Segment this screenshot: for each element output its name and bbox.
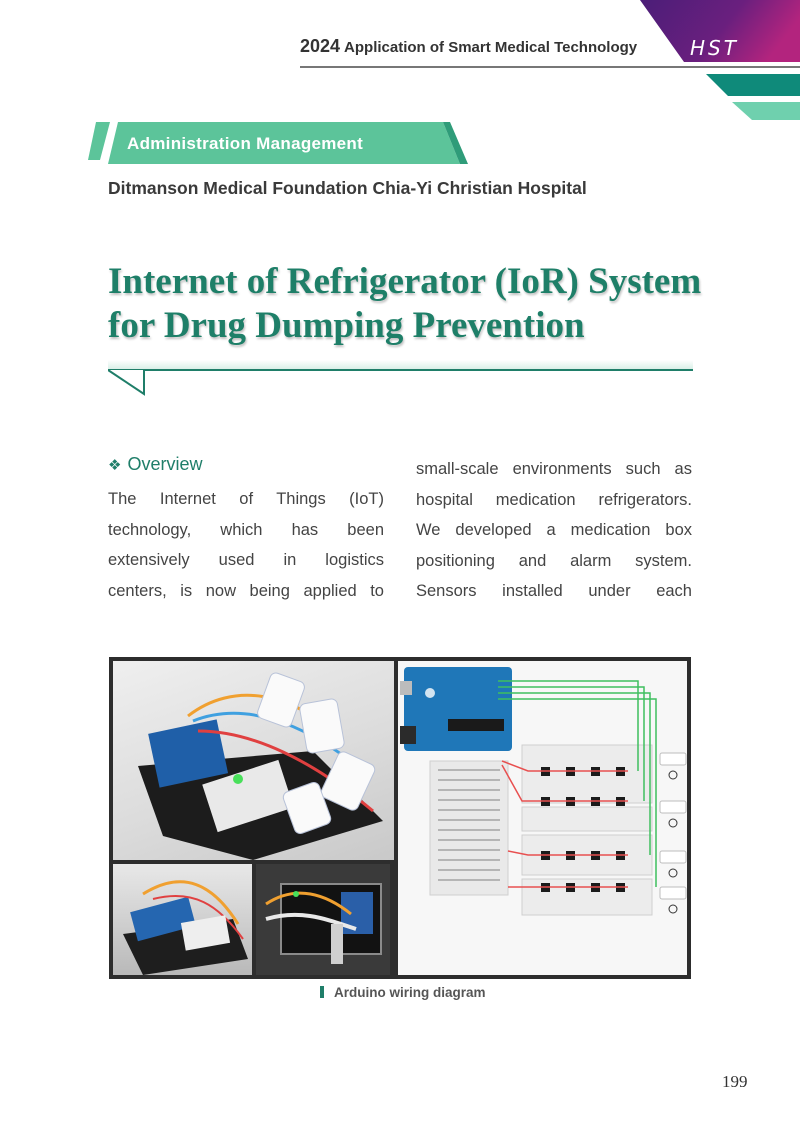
figure xyxy=(109,657,691,979)
figure-caption xyxy=(320,985,486,1000)
text-line: The Internet of Things (IoT) xyxy=(108,490,384,508)
text-line: small-scale environments such as xyxy=(416,460,692,478)
header-year: 2024 xyxy=(300,36,341,56)
text-line: technology, which has been xyxy=(108,520,384,539)
caption-marker xyxy=(320,986,324,998)
prototype-photo-enclosure xyxy=(256,864,390,975)
text-line: hospital medication refrigerators. xyxy=(416,490,692,509)
overview-heading xyxy=(108,454,202,475)
header-title-text: Application of Smart Medical Technology xyxy=(344,39,638,56)
page-number: 199 xyxy=(722,1072,748,1091)
text-line: positioning and alarm system. xyxy=(416,551,692,570)
figure-caption-text: Arduino wiring diagram xyxy=(334,985,486,1000)
header-rule xyxy=(300,66,800,68)
page-title xyxy=(108,260,728,348)
header-title xyxy=(300,36,637,57)
title-line-2: for Drug Dumping Prevention xyxy=(108,305,585,346)
text-line: Sensors installed under each xyxy=(416,582,692,600)
text-line: centers, is now being applied to xyxy=(108,581,384,600)
section-tag: Administration Management xyxy=(127,134,364,153)
overview-column-1 xyxy=(108,484,384,606)
text-line: We developed a medication box xyxy=(416,521,692,539)
prototype-photo-angle xyxy=(113,864,252,975)
arduino-wiring-diagram xyxy=(398,661,687,975)
overview-heading-text: Overview xyxy=(127,454,203,474)
title-line-1: Internet of Refrigerator (IoR) System xyxy=(108,261,702,302)
hst-logo: HST xyxy=(690,36,739,60)
prototype-photo xyxy=(113,661,394,860)
title-underline xyxy=(108,360,693,400)
teal-stripes-decoration xyxy=(706,74,800,120)
organization-name: Ditmanson Medical Foundation Chia-Yi Christian Hospital xyxy=(108,178,587,198)
overview-column-2 xyxy=(416,454,692,607)
text-line: extensively used in logistics xyxy=(108,551,384,569)
diamond-bullet-icon: ❖ xyxy=(108,456,122,474)
